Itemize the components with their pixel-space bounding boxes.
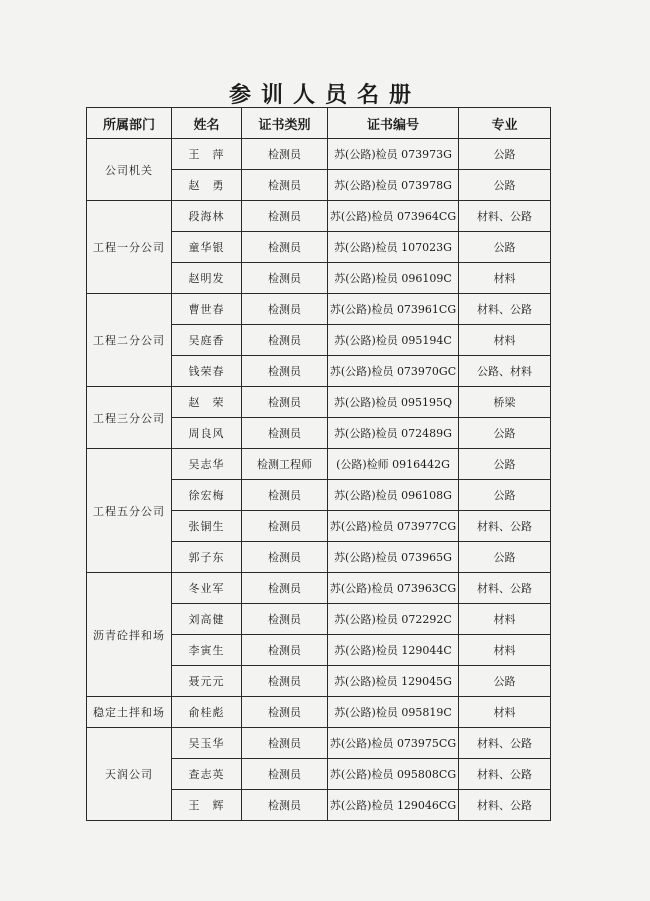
cert-type-cell: 检测员: [242, 542, 328, 573]
table-row: [87, 387, 551, 418]
cert-type-cell: 检测员: [242, 759, 328, 790]
header-major: 专业: [459, 108, 551, 139]
department-cell: 公司机关: [87, 139, 172, 201]
cert-number-cell: 苏(公路)检员 095819C: [328, 697, 459, 728]
name-cell: 周良风: [172, 418, 242, 449]
cert-type-cell: 检测员: [242, 573, 328, 604]
page-title: 参训人员名册: [228, 83, 421, 108]
cert-number-cell: 苏(公路)检员 129046CG: [328, 790, 459, 821]
name-cell: 赵 勇: [172, 170, 242, 201]
department-cell: 工程五分公司: [87, 449, 172, 573]
major-cell: 材料、公路: [459, 294, 551, 325]
cert-number-cell: 苏(公路)检员 129044C: [328, 635, 459, 666]
table-row: [87, 139, 551, 170]
name-cell: 刘高健: [172, 604, 242, 635]
major-cell: 材料: [459, 604, 551, 635]
name-cell: 冬业军: [172, 573, 242, 604]
department-cell: 工程三分公司: [87, 387, 172, 449]
name-cell: 王 辉: [172, 790, 242, 821]
name-cell: 吴志华: [172, 449, 242, 480]
major-cell: 材料: [459, 697, 551, 728]
major-cell: 材料、公路: [459, 728, 551, 759]
cert-number-cell: 苏(公路)检员 095194C: [328, 325, 459, 356]
name-cell: 赵明发: [172, 263, 242, 294]
header-department: 所属部门: [87, 108, 172, 139]
header-cert-type: 证书类别: [242, 108, 328, 139]
department-cell: 工程一分公司: [87, 201, 172, 294]
cert-number-cell: 苏(公路)检员 073973G: [328, 139, 459, 170]
cert-number-cell: 苏(公路)检员 095808CG: [328, 759, 459, 790]
department-cell: 稳定土拌和场: [87, 697, 172, 728]
roster-body: [87, 139, 551, 821]
name-cell: 段海林: [172, 201, 242, 232]
major-cell: 材料、公路: [459, 790, 551, 821]
major-cell: 材料、公路: [459, 511, 551, 542]
cert-type-cell: 检测员: [242, 480, 328, 511]
name-cell: 李寅生: [172, 635, 242, 666]
cert-number-cell: 苏(公路)检员 073978G: [328, 170, 459, 201]
major-cell: 公路: [459, 139, 551, 170]
table-row: [87, 697, 551, 728]
cert-type-cell: 检测员: [242, 325, 328, 356]
name-cell: 吴庭香: [172, 325, 242, 356]
cert-number-cell: 苏(公路)检员 072489G: [328, 418, 459, 449]
cert-number-cell: 苏(公路)检员 073975CG: [328, 728, 459, 759]
major-cell: 材料: [459, 635, 551, 666]
cert-type-cell: 检测员: [242, 697, 328, 728]
major-cell: 公路、材料: [459, 356, 551, 387]
cert-type-cell: 检测员: [242, 387, 328, 418]
roster-table: [86, 107, 551, 821]
cert-type-cell: 检测员: [242, 604, 328, 635]
name-cell: 王 萍: [172, 139, 242, 170]
cert-type-cell: 检测员: [242, 356, 328, 387]
name-cell: 俞桂彪: [172, 697, 242, 728]
cert-number-cell: 苏(公路)检员 129045G: [328, 666, 459, 697]
major-cell: 公路: [459, 232, 551, 263]
department-cell: 沥青砼拌和场: [87, 573, 172, 697]
name-cell: 曹世春: [172, 294, 242, 325]
cert-type-cell: 检测员: [242, 418, 328, 449]
cert-type-cell: 检测员: [242, 666, 328, 697]
cert-type-cell: 检测员: [242, 263, 328, 294]
cert-number-cell: 苏(公路)检员 073977CG: [328, 511, 459, 542]
major-cell: 公路: [459, 449, 551, 480]
major-cell: 公路: [459, 170, 551, 201]
name-cell: 童华银: [172, 232, 242, 263]
major-cell: 公路: [459, 480, 551, 511]
major-cell: 材料: [459, 325, 551, 356]
cert-type-cell: 检测员: [242, 139, 328, 170]
cert-number-cell: 苏(公路)检员 095195Q: [328, 387, 459, 418]
department-cell: 天润公司: [87, 728, 172, 821]
cert-type-cell: 检测员: [242, 511, 328, 542]
cert-number-cell: 苏(公路)检员 073961CG: [328, 294, 459, 325]
name-cell: 吴玉华: [172, 728, 242, 759]
cert-number-cell: 苏(公路)检员 096108G: [328, 480, 459, 511]
major-cell: 桥梁: [459, 387, 551, 418]
cert-type-cell: 检测员: [242, 170, 328, 201]
cert-number-cell: (公路)检师 0916442G: [328, 449, 459, 480]
cert-type-cell: 检测员: [242, 728, 328, 759]
major-cell: 公路: [459, 666, 551, 697]
major-cell: 公路: [459, 418, 551, 449]
header-cert-number: 证书编号: [328, 108, 459, 139]
major-cell: 材料、公路: [459, 573, 551, 604]
major-cell: 公路: [459, 542, 551, 573]
cert-number-cell: 苏(公路)检员 073970GC: [328, 356, 459, 387]
major-cell: 材料、公路: [459, 759, 551, 790]
table-row: [87, 201, 551, 232]
name-cell: 张铜生: [172, 511, 242, 542]
major-cell: 材料: [459, 263, 551, 294]
cert-type-cell: 检测员: [242, 232, 328, 263]
header-row: [87, 108, 551, 139]
name-cell: 徐宏梅: [172, 480, 242, 511]
name-cell: 查志英: [172, 759, 242, 790]
header-name: 姓名: [172, 108, 242, 139]
cert-type-cell: 检测员: [242, 201, 328, 232]
major-cell: 材料、公路: [459, 201, 551, 232]
name-cell: 聂元元: [172, 666, 242, 697]
cert-number-cell: 苏(公路)检员 073963CG: [328, 573, 459, 604]
cert-number-cell: 苏(公路)检员 107023G: [328, 232, 459, 263]
department-cell: 工程二分公司: [87, 294, 172, 387]
name-cell: 钱荣春: [172, 356, 242, 387]
name-cell: 赵 荣: [172, 387, 242, 418]
table-row: [87, 294, 551, 325]
cert-number-cell: 苏(公路)检员 073965G: [328, 542, 459, 573]
cert-type-cell: 检测工程师: [242, 449, 328, 480]
cert-number-cell: 苏(公路)检员 096109C: [328, 263, 459, 294]
cert-number-cell: 苏(公路)检员 072292C: [328, 604, 459, 635]
table-row: [87, 728, 551, 759]
table-row: [87, 573, 551, 604]
cert-type-cell: 检测员: [242, 635, 328, 666]
cert-type-cell: 检测员: [242, 790, 328, 821]
cert-type-cell: 检测员: [242, 294, 328, 325]
table-row: [87, 449, 551, 480]
cert-number-cell: 苏(公路)检员 073964CG: [328, 201, 459, 232]
name-cell: 郭子东: [172, 542, 242, 573]
